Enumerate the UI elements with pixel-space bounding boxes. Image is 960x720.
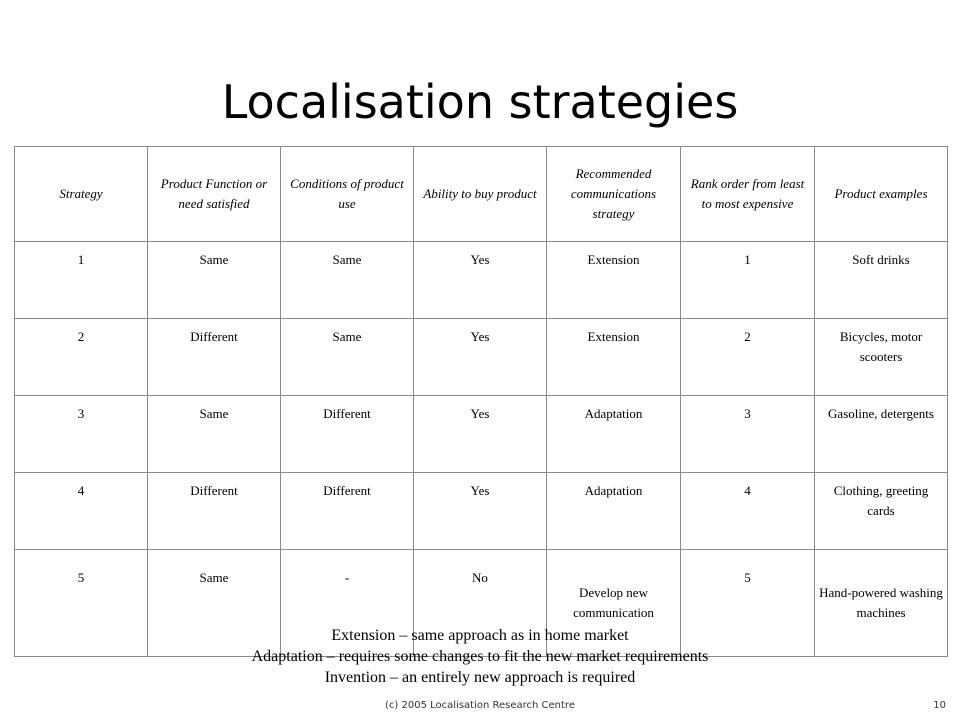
cell-communication: Develop new communication (547, 550, 681, 657)
cell-communication: Extension (547, 319, 681, 396)
cell-function: Same (148, 396, 281, 473)
note-adaptation: Adaptation – requires some changes to fit the new market requirements (251, 648, 709, 665)
header-conditions-of-use: Conditions of product use (281, 147, 414, 242)
cell-communication: Adaptation (547, 396, 681, 473)
cell-ability: No (414, 550, 547, 657)
note-invention: Invention – an entirely new approach is required (324, 669, 636, 686)
footer-copyright: (c) 2005 Localisation Research Centre (385, 700, 575, 711)
cell-strategy: 3 (15, 396, 148, 473)
cell-function: Same (148, 242, 281, 319)
cell-rank: 5 (681, 550, 815, 657)
cell-strategy: 2 (15, 319, 148, 396)
cell-ability: Yes (414, 242, 547, 319)
cell-rank: 1 (681, 242, 815, 319)
cell-examples: Gasoline, detergents (815, 396, 948, 473)
header-ability-to-buy: Ability to buy product (414, 147, 547, 242)
cell-strategy: 4 (15, 473, 148, 550)
page-number: 10 (933, 700, 946, 711)
cell-function: Different (148, 319, 281, 396)
cell-examples: Clothing, greeting cards (815, 473, 948, 550)
cell-function: Different (148, 473, 281, 550)
cell-conditions: Same (281, 242, 414, 319)
legend-notes (0, 625, 960, 688)
note-extension: Extension – same approach as in home market (331, 627, 629, 644)
cell-function: Same (148, 550, 281, 657)
cell-rank: 2 (681, 319, 815, 396)
cell-communication: Extension (547, 242, 681, 319)
table-header-row (15, 147, 948, 242)
cell-examples: Bicycles, motor scooters (815, 319, 948, 396)
cell-ability: Yes (414, 473, 547, 550)
cell-examples: Hand-powered washing machines (815, 550, 948, 657)
header-product-function: Product Function or need satisfied (148, 147, 281, 242)
cell-conditions: Different (281, 396, 414, 473)
cell-ability: Yes (414, 319, 547, 396)
header-communications-strategy: Recommended communications strategy (547, 147, 681, 242)
cell-ability: Yes (414, 396, 547, 473)
cell-examples: Soft drinks (815, 242, 948, 319)
cell-conditions: - (281, 550, 414, 657)
header-rank-order: Rank order from least to most expensive (681, 147, 815, 242)
cell-rank: 4 (681, 473, 815, 550)
cell-communication: Adaptation (547, 473, 681, 550)
cell-strategy: 1 (15, 242, 148, 319)
table-row (15, 242, 948, 319)
cell-conditions: Same (281, 319, 414, 396)
strategies-table (14, 146, 948, 657)
slide-title: Localisation strategies (221, 75, 739, 129)
header-strategy: Strategy (15, 147, 148, 242)
cell-rank: 3 (681, 396, 815, 473)
table-row (15, 473, 948, 550)
header-product-examples: Product examples (815, 147, 948, 242)
table-row (15, 319, 948, 396)
table-row (15, 396, 948, 473)
cell-strategy: 5 (15, 550, 148, 657)
cell-conditions: Different (281, 473, 414, 550)
